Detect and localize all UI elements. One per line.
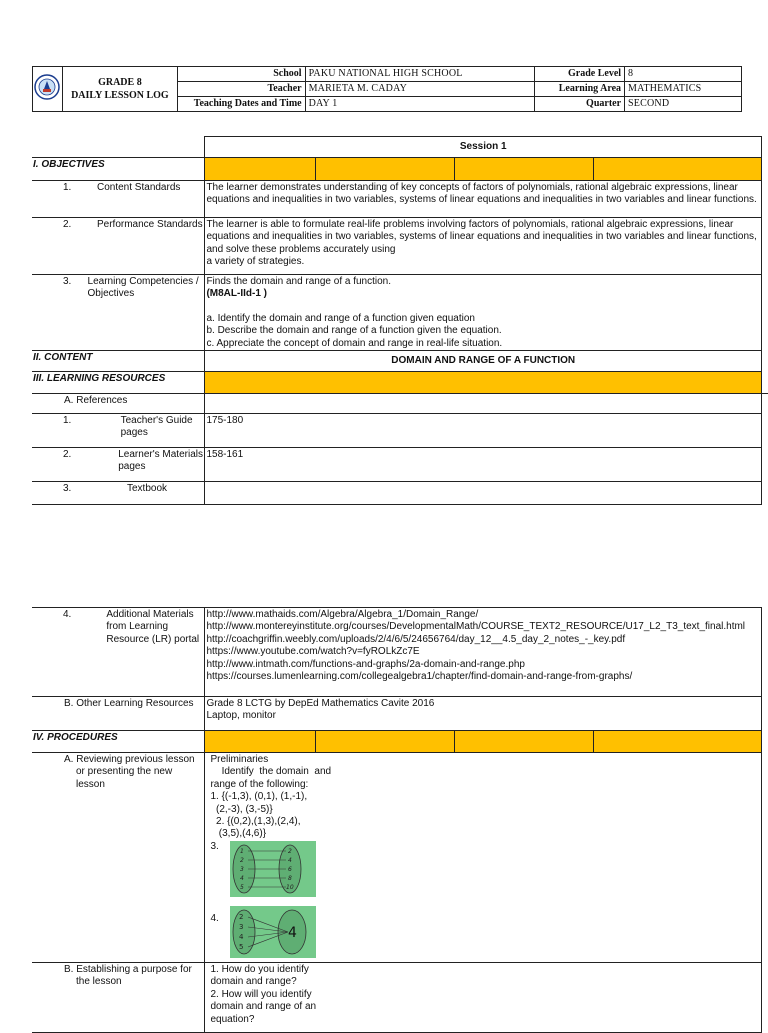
link-5[interactable]: http://www.intmath.com/functions-and-graphs/2a-domain-and-range.php [206,658,525,670]
quarter-value: SECOND [625,97,742,112]
map4-left-0: 2 [239,912,244,921]
procedures-bar-3 [455,731,594,753]
grade-title: GRADE 8 [98,77,142,88]
map3-right-0: 2 [288,847,293,855]
map3-left-0: 1 [240,847,245,855]
references-label: A. References [32,394,205,414]
quarter-label: Quarter [535,97,625,112]
teachers-guide-pages: 175-180 [205,414,762,448]
item-3-label: 3. [210,840,219,852]
teacher-value: MARIETA M. CADAY [305,82,535,97]
learning-area-value: MATHEMATICS [625,82,742,97]
objectives-bar-1 [205,158,316,181]
map4-right-0: 4 [288,924,298,941]
procedures-bar-1 [205,731,316,753]
grade-level-value: 8 [625,67,742,82]
deped-seal [33,67,63,112]
objectives-heading: I. OBJECTIVES [32,158,205,181]
content-standards-label: 1. Content Standards [32,181,205,218]
review-line-1: Preliminaries [210,754,269,765]
procedures-bar-2 [316,731,455,753]
item-4-label: 4. [210,912,219,924]
header-table [32,66,742,112]
lesson-table-1 [32,136,762,505]
objectives-bar-3 [455,158,594,181]
map3-left-4: 5 [240,883,245,891]
review-line-7: (3,5),(4,6)} [210,828,267,840]
dates-value: DAY 1 [305,97,535,112]
link-1[interactable]: http://www.mathaids.com/Algebra/Algebra_1/Domain_Range/ [206,609,479,620]
reviewing-label: A. Reviewing previous lesson or presenting the new lesson [32,753,205,963]
log-title [62,67,177,112]
daily-lesson-log-title: DAILY LESSON LOG [71,90,169,101]
map3-left-2: 3 [240,865,245,873]
objectives-bar-2 [316,158,455,181]
deped-seal-icon [34,74,60,100]
map3-right-3: 8 [288,874,293,882]
map4-left-3: 5 [239,942,244,951]
textbook-value [205,482,762,505]
school-label: School [177,67,305,82]
mapping-diagram-3 [230,841,316,897]
learning-area-label: Learning Area [535,82,625,97]
competency-c: c. Appreciate the concept of domain and range in real-life situation. [206,337,503,349]
map3-left-1: 2 [240,856,245,864]
content-heading: II. CONTENT [32,351,205,372]
link-3[interactable]: http://coachgriffin.weebly.com/uploads/2/4/6/5/24656764/day_12__4.5_day_2_notes_-_key.pdf [206,633,626,645]
session-header: Session 1 [205,137,762,158]
link-4[interactable]: https://www.youtube.com/watch?v=fyROLkZc7E [206,646,420,658]
link-6[interactable]: https://courses.lumenlearning.com/collegealgebra1/chapter/find-domain-and-range-from-graphs/ [206,671,633,683]
purpose-label: B. Establishing a purpose for the lesson [32,963,205,1033]
competency-b: b. Describe the domain and range of a function given the equation. [206,325,502,337]
additional-materials-links [205,608,762,697]
procedures-heading: IV. PROCEDURES [32,731,205,753]
map3-right-2: 6 [288,865,293,873]
content-standards-text: The learner demonstrates understanding of key concepts of factors of polynomials, rational algebraic expressions, linear equations and inequalities in two variables, systems of linear equations and inequalities in two variables and linear functions. [205,181,762,218]
link-2[interactable]: http://www.montereyinstitute.org/courses/DevelopmentalMath/COURSE_TEXT2_RESOURCE/U17_L2_T3_text_final.html [206,621,746,633]
other-resources-value: Grade 8 LCTG by DepEd Mathematics Cavite 2016 Laptop, monitor [205,697,762,731]
grade-level-label: Grade Level [535,67,625,82]
review-line-4: 1. {(-1,3), (0,1), (1,-1), [210,791,308,803]
additional-materials-label: 4. Additional Materials from Learning Resource (LR) portal [32,608,205,697]
learning-resources-heading: III. LEARNING RESOURCES [32,372,205,394]
performance-standards-text: The learner is able to formulate real-life problems involving factors of polynomials, rational algebraic expressions, linear equations and inequalities in two variables, systems of linear equations and inequalities in two variables and linear functions, and solve these problems accurately using a variety of strategies. [205,218,762,275]
map4-left-1: 3 [239,922,244,931]
review-line-3: range of the following: [210,778,309,790]
review-line-2: Identify the domain and [210,766,332,778]
competency-a: a. Identify the domain and range of a function given equation [206,312,475,324]
other-resources-label: B. Other Learning Resources [32,697,205,731]
reviewing-content [205,753,762,963]
learners-materials-label: 2. Learner's Materials pages [32,448,205,482]
learning-competencies-text: Finds the domain and range of a function. (M8AL-IId-1 ) a. Identify the domain and range of a function given equation b. Describe the domain and range of a function given the equation. c. Appreciate the concept of domain and range in real-life situation. [205,275,762,351]
map3-right-4: 10 [286,883,295,891]
purpose-content: 1. How do you identify domain and range? 2. How will you identify domain and range of an equation? [205,963,762,1033]
review-line-6: 2. {(0,2),(1,3),(2,4), [210,816,301,828]
learning-competencies-label: 3. Learning Competencies / Objectives [32,275,205,351]
competency-code: (M8AL-IId-1 ) [206,288,267,300]
map3-left-3: 4 [240,874,245,882]
review-line-5: (2,-3), (3,-5)} [210,803,273,815]
dates-label: Teaching Dates and Time [177,97,305,112]
map3-right-1: 4 [288,856,293,864]
content-title: DOMAIN AND RANGE OF A FUNCTION [205,351,762,372]
teachers-guide-label: 1. Teacher's Guide pages [32,414,205,448]
map4-left-2: 4 [239,932,244,941]
stray-line [736,393,768,394]
teacher-label: Teacher [177,82,305,97]
lesson-table-2 [32,607,762,1033]
procedures-bar-4 [594,731,762,753]
mapping-diagram-4 [230,906,316,958]
learners-materials-pages: 158-161 [205,448,762,482]
textbook-label: 3. Textbook [32,482,205,505]
resources-bar [205,372,762,394]
objectives-bar-4 [594,158,762,181]
performance-standards-label: 2. Performance Standards [32,218,205,275]
school-value: PAKU NATIONAL HIGH SCHOOL [305,67,535,82]
